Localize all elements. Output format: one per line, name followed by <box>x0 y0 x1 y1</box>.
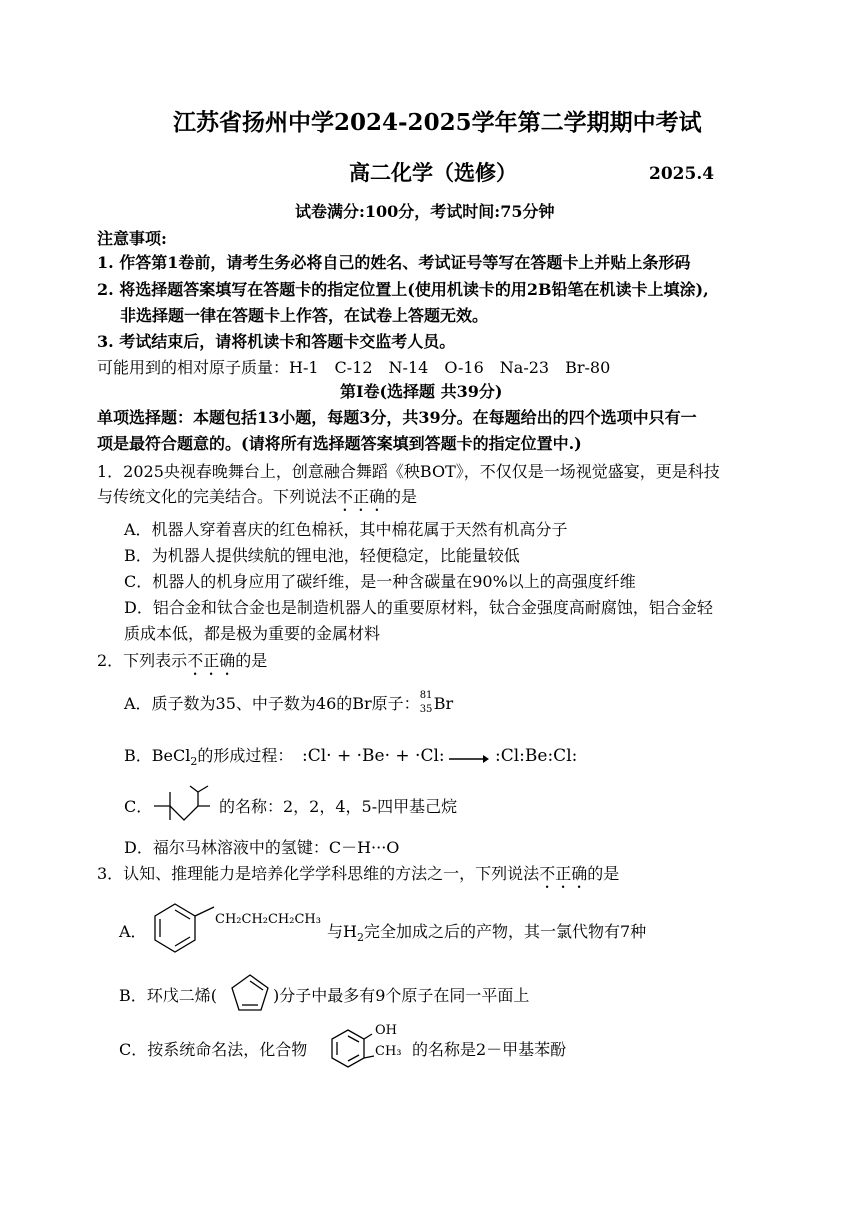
cyclopentadiene-icon <box>228 972 272 1014</box>
q3-option-b-pre: B．环戊二烯( <box>119 986 218 1005</box>
q1-option-c: C．机器人的机身应用了碳纤维，是一种含碳量在90%以上的高强度纤维 <box>124 572 636 591</box>
section-intro-2: 项是最符合题意的。(请将所有选择题答案填到答题卡的指定位置中.) <box>97 434 582 453</box>
q1-stem-2 <box>97 487 417 515</box>
q2-b-text: B．BeCl <box>124 746 191 765</box>
q1-emphasis: 不正确 <box>337 487 386 506</box>
q2-stem <box>97 651 267 679</box>
q2-option-c-text: 的名称：2，2，4，5-四甲基己烷 <box>219 797 458 816</box>
q3-a-text: 与H <box>327 922 357 941</box>
section-heading: 第I卷(选择题 共39分) <box>340 382 503 401</box>
q3-option-a-text <box>327 922 646 948</box>
q1-stem-1: 1．2025央视春晚舞台上，创意融合舞蹈《秧BOT》，不仅仅是一场视觉盛宴，更是科技 <box>97 462 720 481</box>
q2-stem-end: 的是 <box>235 651 268 670</box>
exam-date: 2025.4 <box>649 164 715 184</box>
atomic-masses: 可能用到的相对原子质量：H-1 C-12 N-14 O-16 Na-23 Br-80 <box>97 358 611 377</box>
q1-stem-text: 与传统文化的完美结合。下列说法 <box>97 487 338 506</box>
q3-a-subscript: 2 <box>356 931 364 945</box>
subject-title: 高二化学（选修） <box>349 160 517 185</box>
methyl-label: CH₃ <box>375 1044 402 1059</box>
q2-option-b <box>124 746 293 772</box>
q3-stem-end: 的是 <box>587 864 620 883</box>
q2-option-d: D．福尔马林溶液中的氢键：C－H···O <box>124 838 400 857</box>
q1-option-b: B．为机器人提供续航的锂电池，轻便稳定，比能量较低 <box>124 546 520 565</box>
q1-option-d-cont: 质成本低，都是极为重要的金属材料 <box>124 624 381 643</box>
reaction-arrow <box>449 752 489 766</box>
q2-option-c-label: C． <box>124 797 153 816</box>
benzene-ring-icon <box>150 900 220 958</box>
q3-option-a-label: A． <box>119 922 147 941</box>
q2-emphasis: 不正确 <box>187 651 236 670</box>
hydroxyl-label: OH <box>375 1023 397 1038</box>
q1-option-d: D．铝合金和钛合金也是制造机器人的重要原材料，钛合金强度高耐腐蚀，铝合金轻 <box>124 598 713 617</box>
notice-item-3: 3. 考试结束后，请将机读卡和答题卡交监考人员。 <box>97 332 456 351</box>
notice-item-2: 2. 将选择题答案填写在答题卡的指定位置上(使用机读卡的用2B铅笔在机读卡上填涂), <box>97 280 709 299</box>
exam-info: 试卷满分:100分，考试时间:75分钟 <box>295 202 555 221</box>
q3-option-c-post: 的名称是2－甲基苯酚 <box>412 1040 567 1059</box>
q2-b-subscript: 2 <box>190 755 198 769</box>
mass-number: 81 <box>419 690 433 701</box>
nuclide-notation <box>419 690 434 715</box>
section-intro-1: 单项选择题：本题包括13小题，每题3分，共39分。在每题给出的四个选项中只有一 <box>97 408 697 427</box>
lewis-left: :Cl· + ·Be· + ·Cl: <box>302 746 445 766</box>
q3-stem <box>97 864 619 892</box>
q1-option-a: A．机器人穿着喜庆的红色棉袄，其中棉花属于天然有机高分子 <box>124 520 568 539</box>
q3-option-b-post: )分子中最多有9个原子在同一平面上 <box>273 986 530 1005</box>
methylphenol-structure <box>326 1022 378 1080</box>
element-symbol: Br <box>433 694 454 713</box>
q3-a-text-end: 完全加成之后的产物，其一氯代物有7种 <box>363 922 647 941</box>
notice-item-2-cont: 非选择题一律在答题卡上作答，在试卷上答题无效。 <box>120 306 489 325</box>
q2-option-a <box>124 690 454 715</box>
q3-emphasis: 不正确 <box>539 864 588 883</box>
exam-title: 江苏省扬州中学2024-2025学年第二学期期中考试 <box>173 109 702 136</box>
q2-a-text: A．质子数为35、中子数为46的Br原子： <box>124 694 420 713</box>
skeletal-structure <box>152 784 216 828</box>
q3-option-c-pre: C．按系统命名法，化合物 <box>119 1040 308 1059</box>
q2-b-text-end: 的形成过程： <box>197 746 294 765</box>
atomic-number: 35 <box>419 704 433 715</box>
lewis-right: :Cl:Be:Cl: <box>495 746 578 766</box>
butyl-chain: CH₂CH₂CH₂CH₃ <box>215 912 321 927</box>
q1-stem-end: 的是 <box>385 487 418 506</box>
q2-stem-text: 2．下列表示 <box>97 651 188 670</box>
notice-item-1: 1. 作答第1卷前，请考生务必将自己的姓名、考试证号等写在答题卡上并贴上条形码 <box>97 253 691 272</box>
notice-heading: 注意事项: <box>97 229 167 248</box>
q3-stem-text: 3．认知、推理能力是培养化学学科思维的方法之一，下列说法 <box>97 864 540 883</box>
